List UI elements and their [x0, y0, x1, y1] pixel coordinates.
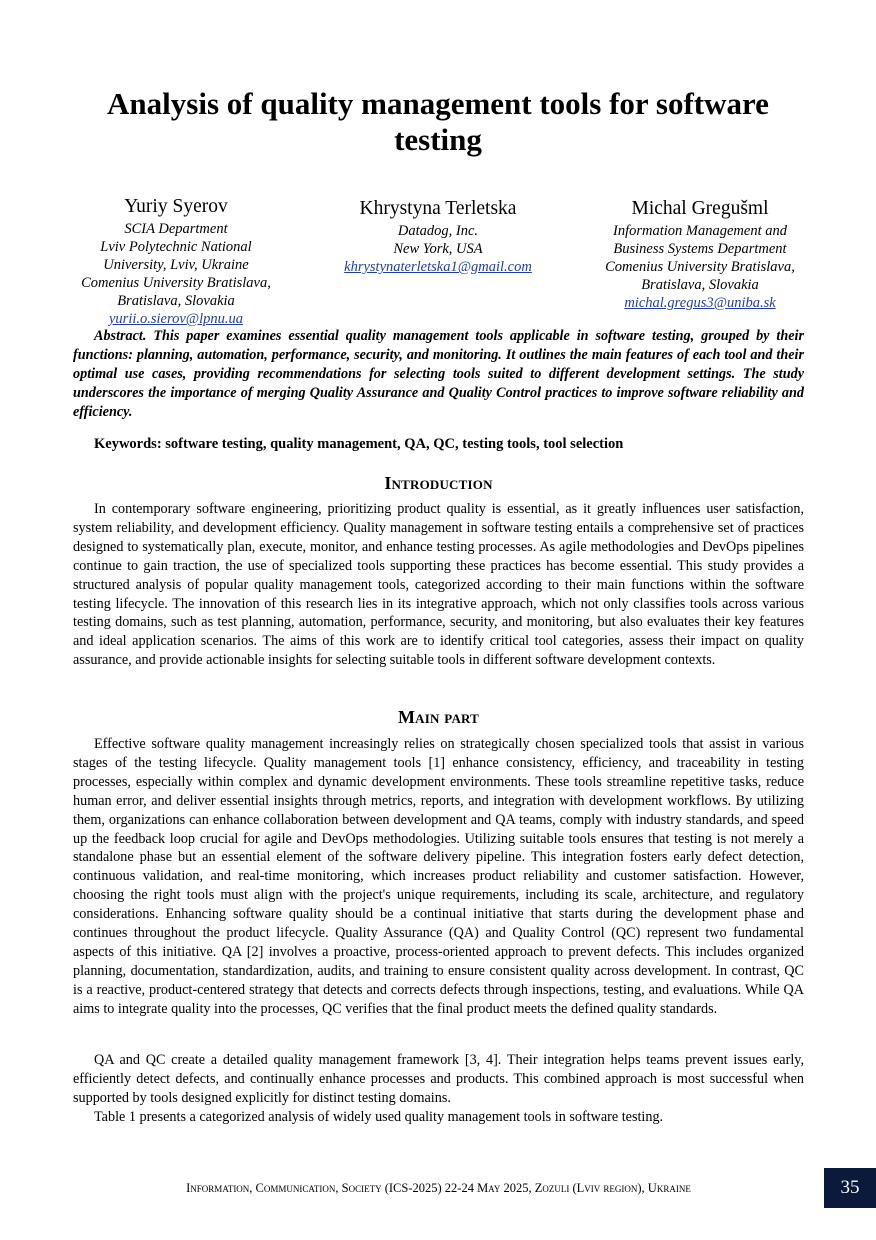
- author-affiliation-line: Business Systems Department: [613, 241, 787, 257]
- abstract: Abstract. This paper examines essential quality management tools applicable in software testing, grouped by their functions: planning, automation, performance, security, and monitoring. It outlines the main features of each tool and their optimal use cases, providing recommendations for selecting tools suited to different development settings. The study underscores the importance of merging Quality Assurance and Quality Control practices to improve software reliability and efficiency.: [73, 328, 804, 420]
- page-footer: Information, Communication, Society (ICS-2025) 22-24 May 2025, Zozuli (Lviv region), Ukraine: [186, 1181, 691, 1195]
- author-name: Khrystyna Terletska: [359, 198, 517, 219]
- author-affiliation-line: Comenius University Bratislava,: [81, 275, 271, 291]
- paragraph: QA and QC create a detailed quality management framework [3, 4]. Their integration helps teams prevent issues early, efficiently detect defects, and continually enhance processes and products. This combined approach is most successful when supported by tools designed explicitly for distinct testing domains.: [73, 1052, 804, 1106]
- author-block: [66, 194, 286, 328]
- author-email-link[interactable]: michal.gregus3@uniba.sk: [624, 295, 776, 311]
- paragraph: In contemporary software engineering, prioritizing product quality is essential, as it greatly influences user satisfaction, system reliability, and development efficiency. Quality management in software testing entails a comprehensive set of practices designed to systematically plan, execute, monitor, and enhance testing processes. As agile methodologies and DevOps pipelines continue to gain traction, the use of specialized tools supporting these practices has become essential. This study provides a structured analysis of popular quality management tools, categorized according to their main functions within the software testing lifecycle. The innovation of this research lies in its integrative approach, which not only classifies tools across various testing domains, such as test planning, automation, performance, security, and monitoring, but also evaluates their key features and ideal application scenarios. The aims of this work are to identify critical tool categories, assess their impact on quality assurance, and provide actionable insights for selecting suitable tools in different software development contexts.: [73, 501, 804, 669]
- author-block: [318, 194, 558, 276]
- author-affiliation-line: Information Management and: [613, 223, 787, 239]
- author-email-link[interactable]: yurii.o.sierov@lpnu.ua: [108, 311, 244, 327]
- author-affiliation-line: Lviv Polytechnic National: [100, 239, 252, 255]
- paper-title: Analysis of quality management tools for software testing: [107, 86, 769, 157]
- paragraph: Effective software quality management increasingly relies on strategically chosen specialized tools that assist in various stages of the testing lifecycle. Quality management tools [1] enhance consistency, efficiency, and traceability in testing processes, especially within complex and dynamic development environments. These tools streamline repetitive tasks, reduce human error, and deliver essential insights through metrics, reports, and integration with development workflows. By utilizing them, organizations can enhance collaboration between development and QA teams, comply with industry standards, and speed up the feedback loop crucial for agile and DevOps methodologies. Utilizing suitable tools ensures that testing is not merely a standalone phase but an essential element of the software delivery pipeline. This integration fosters early defect detection, continuous validation, and real-time monitoring, which increases product reliability and customer satisfaction. However, choosing the right tools must align with the project's unique requirements, including its scale, architecture, and regulatory considerations. Enhancing software quality should be a continual initiative that starts during the development phase and continues throughout the product lifecycle. Quality Assurance (QA) and Quality Control (QC) represent two fundamental aspects of this initiative. QA [2] involves a proactive, process-oriented approach to prevent defects. This includes organized planning, documentation, standardization, audits, and training to ensure consistent quality across development. In contrast, QC is a reactive, product-centered strategy that detects and corrects defects through inspections, testing, and evaluations. While QA aims to integrate quality into the processes, QC verifies that the final product meets the defined quality standards.: [73, 736, 804, 1017]
- author-affiliation-line: Bratislava, Slovakia: [641, 277, 759, 293]
- author-name: Yuriy Syerov: [124, 196, 228, 217]
- paragraph: Table 1 presents a categorized analysis of widely used quality management tools in software testing.: [94, 1109, 664, 1125]
- author-block: [580, 194, 820, 312]
- section-heading-main-part: Main part: [397, 707, 480, 727]
- author-name: Michal Gregušml: [631, 198, 769, 219]
- author-affiliation-line: Bratislava, Slovakia: [117, 293, 235, 309]
- author-email-link[interactable]: khrystynaterletska1@gmail.com: [344, 259, 532, 275]
- page-number: 35: [824, 1168, 876, 1208]
- author-affiliation-line: SCIA Department: [124, 221, 228, 237]
- section-heading-introduction: Introduction: [384, 473, 493, 493]
- author-affiliation-line: University, Lviv, Ukraine: [103, 257, 249, 273]
- author-affiliation-line: New York, USA: [393, 241, 483, 257]
- author-affiliation-line: Datadog, Inc.: [397, 223, 479, 239]
- keywords: Keywords: software testing, quality management, QA, QC, testing tools, tool selection: [94, 436, 624, 452]
- author-affiliation-line: Comenius University Bratislava,: [605, 259, 795, 275]
